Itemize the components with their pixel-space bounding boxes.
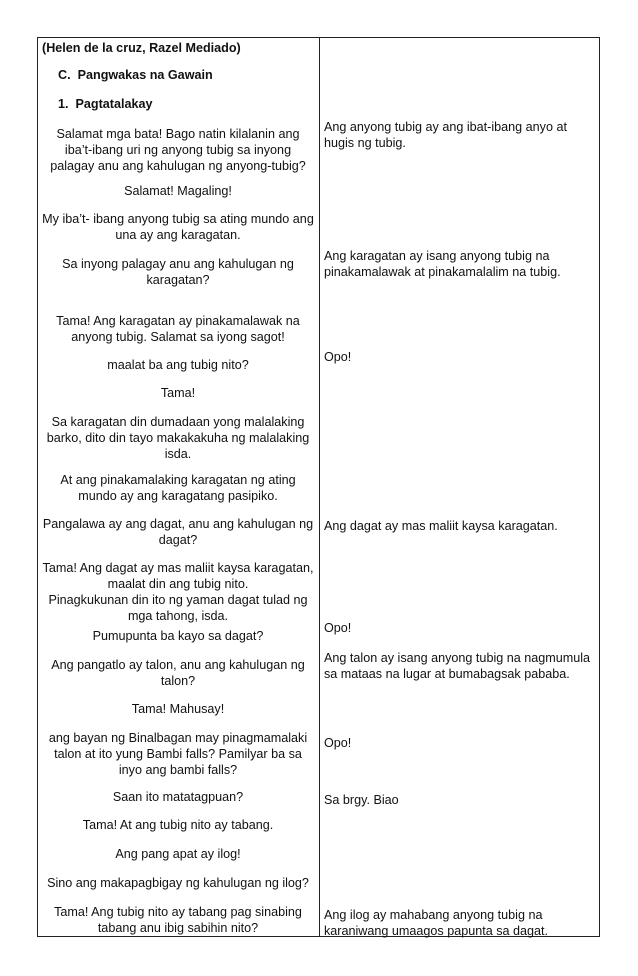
- section-marker: C.: [58, 68, 71, 82]
- teacher-line: Tama! Mahusay!: [131, 702, 225, 716]
- student-answer: Opo!: [324, 350, 352, 364]
- teacher-line: Sino ang makapagbigay ng kahulugan ng ilog?: [47, 876, 309, 890]
- student-answer: Opo!: [324, 736, 352, 750]
- lesson-table: [37, 37, 600, 937]
- section-heading: [58, 67, 330, 83]
- student-answer: Opo!: [324, 621, 352, 635]
- teacher-line: Pumupunta ba kayo sa dagat?: [92, 629, 264, 643]
- teacher-line: Pangalawa ay ang dagat, anu ang kahulugan ng dagat?: [42, 517, 314, 547]
- item-heading: [58, 96, 330, 112]
- teacher-line: Ang pangatlo ay talon, anu ang kahulugan ng talon?: [51, 658, 305, 688]
- teacher-line: Tama!: [160, 386, 196, 400]
- teacher-line: At ang pinakamalaking karagatan ng ating mundo ay ang karagatang pasipiko.: [60, 473, 296, 503]
- column-divider: [319, 38, 320, 936]
- teacher-line: Saan ito matatagpuan?: [112, 790, 244, 804]
- teacher-line: Salamat! Magaling!: [124, 184, 232, 198]
- teacher-line: Tama! At ang tubig nito ay tabang.: [82, 818, 274, 832]
- teacher-line: Tama! Ang dagat ay mas maliit kaysa karagatan, maalat din ang tubig nito.: [42, 561, 314, 591]
- authors: (Helen de la cruz, Razel Mediado): [42, 41, 241, 55]
- student-answer: Ang anyong tubig ay ang ibat-ibang anyo at hugis ng tubig.: [324, 120, 567, 150]
- section-title: Pangwakas na Gawain: [77, 68, 213, 82]
- teacher-line: Tama! Ang tubig nito ay tabang pag sinabing tabang anu ibig sabihin nito?: [54, 905, 302, 935]
- teacher-line: My iba’t- ibang anyong tubig sa ating mundo ang una ay ang karagatan.: [42, 212, 314, 242]
- item-marker: 1.: [58, 97, 69, 111]
- teacher-line: Ang pang apat ay ilog!: [115, 847, 241, 861]
- teacher-line: Pinagkukunan din ito ng yaman dagat tulad ng mga tahong, isda.: [48, 593, 308, 623]
- student-answer: Ang dagat ay mas maliit kaysa karagatan.: [324, 519, 558, 533]
- authors-line: [42, 40, 314, 56]
- teacher-line: Tama! Ang karagatan ay pinakamalawak na anyong tubig. Salamat sa iyong sagot!: [56, 314, 300, 344]
- teacher-line: Sa inyong palagay anu ang kahulugan ng karagatan?: [62, 257, 294, 287]
- student-answer: Ang ilog ay mahabang anyong tubig na karaniwang umaagos papunta sa dagat.: [324, 908, 549, 938]
- student-answer: Ang talon ay isang anyong tubig na nagmumula sa mataas na lugar at bumabagsak pababa.: [324, 651, 591, 681]
- teacher-line: Sa karagatan din dumadaan yong malalaking barko, dito din tayo makakakuha ng malalaking isda.: [46, 415, 310, 461]
- teacher-line: Salamat mga bata! Bago natin kilalanin ang iba’t-ibang uri ng anyong tubig sa inyong palagay anu ang kahulugan ng anyong-tubig?: [50, 127, 306, 173]
- item-title: Pagtatalakay: [75, 97, 153, 111]
- teacher-line: maalat ba ang tubig nito?: [107, 358, 249, 372]
- student-answer: Ang karagatan ay isang anyong tubig na pinakamalawak at pinakamalalim na tubig.: [324, 249, 561, 279]
- student-answer: Sa brgy. Biao: [324, 793, 399, 807]
- teacher-line: ang bayan ng Binalbagan may pinagmamalaki talon at ito yung Bambi falls? Pamilyar ba sa inyo ang bambi falls?: [48, 731, 308, 777]
